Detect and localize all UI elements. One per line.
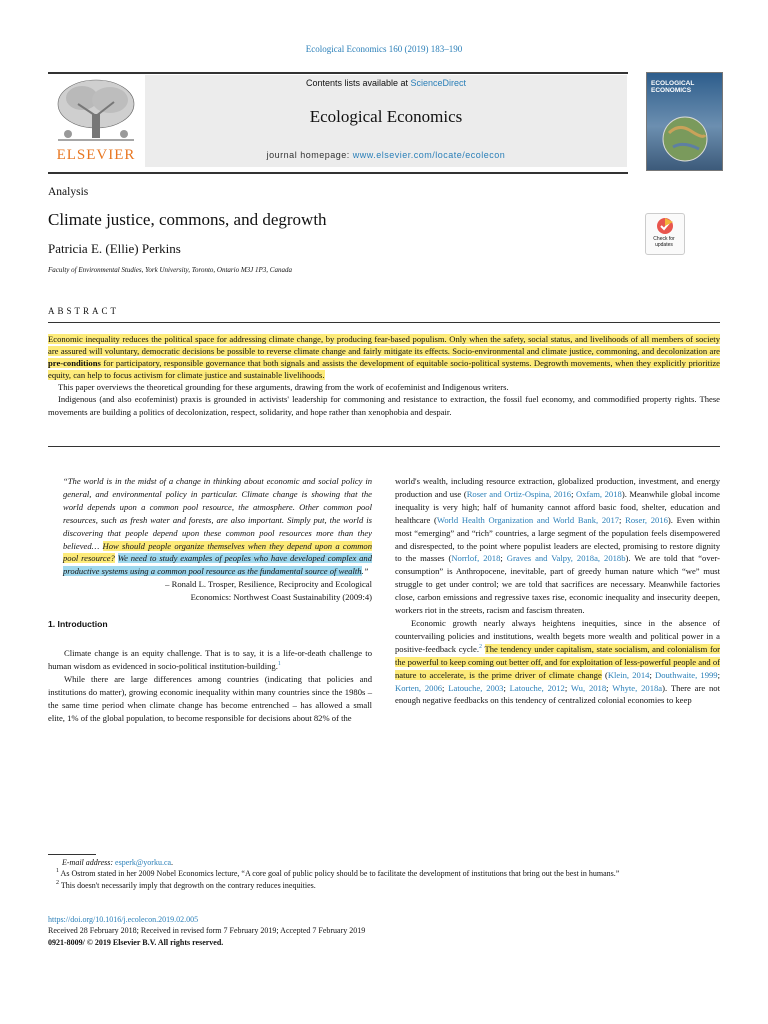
citation-link[interactable]: Douthwaite, 1999: [655, 669, 718, 680]
citation-link[interactable]: Wu, 2018: [570, 682, 607, 693]
abstract-paragraph-3: Indigenous (and also ecofeminist) praxis is grounded in activists' leadership for commoning and resistance to extraction, the fossil fuel economy, and commodified property rights. These movements are building a politics of decolonization, respect, solidarity, and hope rather than xenophobia and despair.: [48, 394, 720, 417]
citation-separator: ;: [649, 669, 655, 680]
citation-link[interactable]: World Health Organization and World Bank, 2017: [436, 514, 620, 525]
contents-prefix: Contents lists available at: [305, 78, 411, 88]
citation-separator: ;: [503, 682, 510, 693]
article-dates: Received 28 February 2018; Received in revised form 7 February 2019; Accepted 7 February 2019: [48, 926, 366, 936]
citation-link[interactable]: Roser, 2016: [625, 514, 668, 525]
abstract-paragraph-2: This paper overviews the theoretical grounding for these arguments, drawing from the work of ecofeminist and Indigenous writers.: [58, 382, 509, 393]
sciencedirect-link[interactable]: ScienceDirect: [410, 78, 467, 88]
footnote-2-text: This doesn't necessarily imply that degrowth on the contrary reduces inequities.: [59, 880, 316, 890]
right-text-d: ). We are told that “over-consumption” is Anthropocene, inevitable, part of greedy human nature which “we” must struggle to get under control; we are told that sacrifices are necessary. Meanwhile factories close, carbon emissions and regressive taxes rise, economic inequality and insecurity deepen, workers riot in the streets, racism and fascism threaten.: [395, 553, 720, 616]
epigraph-attribution-1: – Ronald L. Trosper, Resilience, Reciprocity and Ecological: [165, 579, 372, 590]
contents-availability: [145, 78, 627, 88]
journal-cover-title: ECOLOGICAL ECONOMICS: [651, 80, 695, 94]
doi-link[interactable]: https://doi.org/10.1016/j.ecolecon.2019.02.005: [48, 915, 199, 924]
right-text-e: Economic growth nearly always heightens inequities, since in the absence of countervailing policies and institutions, wealth begets more wealth and political power in a positive-feedback cycle.: [395, 617, 720, 654]
citation-link[interactable]: Graves and Valpy, 2018a, 2018b: [506, 553, 626, 564]
citation-separator: ;: [500, 553, 507, 564]
email-label: E-mail address:: [62, 858, 116, 867]
citation-separator: ;: [564, 682, 571, 693]
right-paragraph-1: [395, 475, 720, 617]
epigraph-close: .”: [361, 566, 369, 577]
email-end: .: [171, 858, 174, 867]
footnote-ref-2[interactable]: 2: [479, 643, 483, 650]
footnote-rule: [48, 854, 96, 855]
intro-paragraph-1: [48, 647, 372, 673]
intro-paragraph-2: While there are large differences among countries (indicating that policies and institutions do matter), growing economic inequality within many countries since the 1980s – the same time period when climate change has become entrenched – has allowed a small elite, 1% of the global population, to become responsible for decisions about 82% of the: [48, 673, 372, 723]
right-text-a: world's wealth, including resource extraction, globalized production, investment, and energy production and use (: [395, 476, 720, 499]
author-affiliation: Faculty of Environmental Studies, York University, Toronto, Ontario M3J 1P3, Canada: [48, 266, 292, 274]
citation-link[interactable]: Korten, 2006: [395, 682, 443, 693]
elsevier-tree-logo: [52, 76, 140, 146]
citation-link[interactable]: Oxfam, 2018: [576, 488, 622, 499]
right-highlight: The tendency under capitalism, state socialism, and colonialism for the powerful to keep coming out better off, and for exploitation of less-powerful people and of nature to accelerate, is the prime driver of climate change: [395, 643, 720, 680]
email-link[interactable]: esperk@yorku.ca: [115, 858, 172, 867]
right-text-b: ). Meanwhile global income inequality is very high; half of humanity cannot afford basic food, shelter, education and healthcare (: [395, 488, 720, 525]
check-for-updates-button[interactable]: [645, 213, 685, 255]
citation-separator: ;: [571, 488, 577, 499]
right-text-c: ). Even within most “emerging” and “rich” countries, a large segment of the population feels disempowered and disrespected, to the point where populist leaders are elected, promising to restore dignity to the masses (: [395, 514, 720, 564]
citation-link[interactable]: Latouche, 2012: [509, 682, 565, 693]
article-title: Climate justice, commons, and degrowth: [48, 210, 327, 229]
abstract-heading: ABSTRACT: [48, 306, 120, 316]
footnotes: [48, 857, 720, 891]
check-updates-label: Check for updates: [653, 236, 675, 248]
journal-title: Ecological Economics: [309, 107, 463, 126]
introduction-heading: 1. Introduction: [48, 619, 108, 630]
homepage-prefix: journal homepage:: [266, 150, 353, 160]
footnote-1-number: 1: [56, 868, 59, 875]
author-email: [48, 857, 720, 868]
right-text-f: ). There are not enough negative feedbacks on this tendency of centralized colonial economies to keep: [395, 682, 720, 706]
publication-info: [48, 914, 720, 948]
article-section-label: Analysis: [48, 186, 89, 198]
citation-link[interactable]: Whyte, 2018a: [612, 682, 663, 693]
abstract-highlight-1: Economic inequality reduces the political space for addressing climate change, by producing fear-based populism. Only when the safety, social status, and livelihoods of all members of society are assured will voluntary, democratic decisions be possible to reverse climate change and fairly mitigate its effects. Socio-environmental and climate justice, commoning, and decolonization are: [48, 334, 720, 357]
abstract-body: [48, 333, 720, 418]
citation-link[interactable]: Latouche, 2003: [448, 682, 504, 693]
citation-separator: ;: [442, 682, 449, 693]
left-column: [48, 475, 372, 724]
abstract-bottom-rule: [48, 446, 720, 447]
check-updates-icon: [646, 214, 684, 236]
journal-homepage: [145, 150, 627, 160]
intro-paragraph-1-text: Climate change is an equity challenge. That is to say, it is a life-or-death challenge to human wisdom as evidenced in socio-political institution-building.: [48, 647, 372, 671]
article-author: Patricia E. (Ellie) Perkins: [48, 241, 181, 256]
abstract-paragraph-1: [48, 333, 720, 381]
citation-link[interactable]: Klein, 2014: [607, 669, 650, 680]
citation-link[interactable]: Norrlof, 2018: [451, 553, 501, 564]
footnote-2-number: 2: [56, 879, 59, 886]
citation-separator: ;: [606, 682, 613, 693]
citation-link[interactable]: Roser and Ortiz-Ospina, 2016: [466, 488, 572, 499]
epigraph-quote: [48, 475, 372, 578]
footnote-1: [48, 868, 720, 879]
journal-reference[interactable]: Ecological Economics 160 (2019) 183–190: [305, 44, 463, 54]
footnote-ref-1[interactable]: 1: [277, 660, 281, 667]
epigraph-text: “The world is in the midst of a change in thinking about economic and social policy in general, and environmental policy in particular. Climate change is showing that the world depends upon a common pool resource, the atmosphere. Other common pool resources, such as fresh water and forests, are also important. Simply put, the world is discovering that people depend upon these common pool resources more than they believed…: [63, 476, 372, 551]
homepage-link[interactable]: www.elsevier.com/locate/ecolecon: [352, 150, 506, 160]
right-paragraph-2: [395, 617, 720, 707]
epigraph-highlight-blue: We need to study examples of peoples who have developed complex and productive systems using a common pool resource as the fundamental source of wealth: [63, 553, 372, 577]
footnote-2: [48, 880, 720, 891]
citation-separator: ;: [619, 514, 626, 525]
footnote-1-text: As Ostrom stated in her 2009 Nobel Economics lecture, “A core goal of public policy should be to facilitate the development of institutions that bring out the best in humans.”: [59, 869, 620, 879]
right-paren-open: (: [601, 669, 608, 680]
abstract-top-rule: [48, 322, 720, 323]
copyright-notice: 0921-8009/ © 2019 Elsevier B.V. All rights reserved.: [48, 937, 224, 947]
elsevier-wordmark: ELSEVIER: [56, 147, 136, 163]
citation-separator: ;: [717, 669, 720, 680]
epigraph-highlight-yellow: How should people organize themselves when they depend upon a common pool resource?: [63, 540, 372, 564]
abstract-highlight-2: for participatory, responsible governance that both signals and assists the development of equitable socio-political systems. Degrowth movements, when they explicitly prioritize equity, can help to focus activism for climate justice and sustainable livelihoods.: [48, 358, 720, 381]
abstract-emphasis: pre-conditions: [48, 358, 101, 369]
right-column: [395, 475, 720, 707]
epigraph-attribution-2: Economics: Northwest Coast Sustainability (2009:4): [190, 592, 372, 603]
